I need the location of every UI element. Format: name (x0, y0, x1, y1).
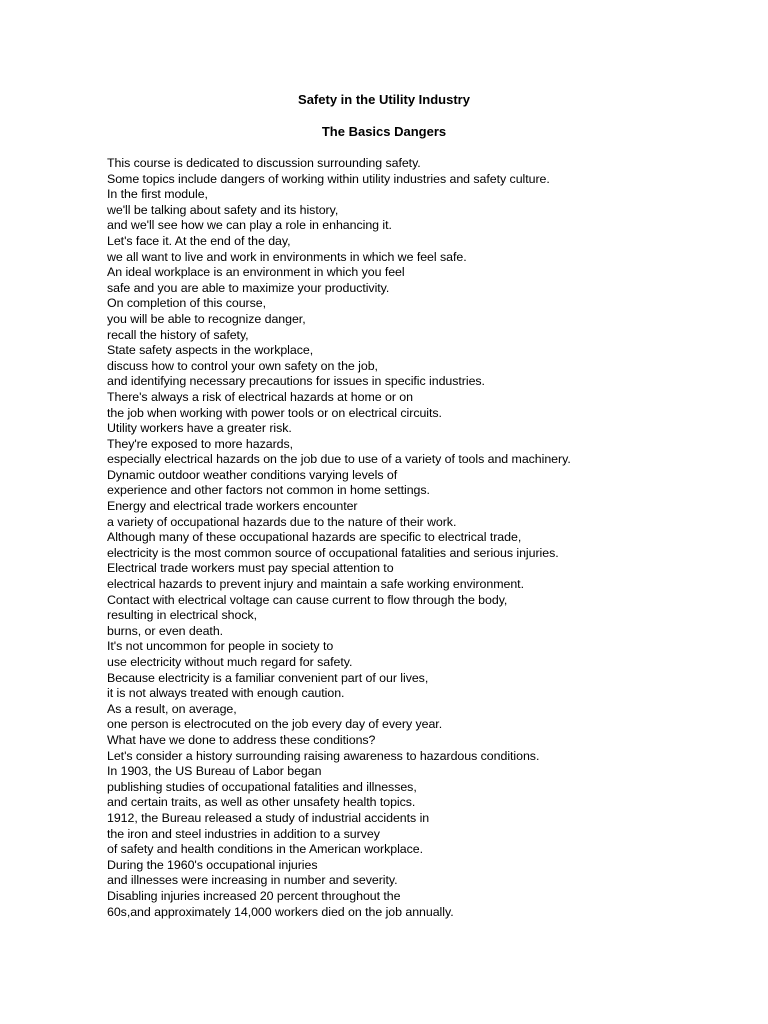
body-line: and we'll see how we can play a role in enhancing it. (107, 218, 392, 233)
body-line: safe and you are able to maximize your productivity. (107, 280, 390, 295)
body-line: Because electricity is a familiar convenient part of our lives, (107, 670, 429, 685)
body-line: use electricity without much regard for safety. (107, 655, 353, 669)
body-line: During the 1960's occupational injuries (107, 857, 318, 872)
body-line: Energy and electrical trade workers encounter (107, 499, 358, 514)
body-line: On completion of this course, (107, 296, 267, 311)
body-line: An ideal workplace is an environment in which you feel (107, 265, 405, 280)
body-line: electricity is the most common source of occupational fatalities and serious injuries. (107, 545, 559, 560)
body-line: publishing studies of occupational fatalities and illnesses, (107, 779, 417, 794)
body-line: the iron and steel industries in addition to a survey (107, 826, 380, 841)
body-line: the job when working with power tools or on electrical circuits. (107, 405, 442, 420)
body-line: especially electrical hazards on the job due to use of a variety of tools and machinery. (107, 452, 571, 467)
body-line: Electrical trade workers must pay special attention to (107, 561, 394, 576)
body-line: we all want to live and work in environments in which we feel safe. (107, 249, 467, 264)
body-line: a variety of occupational hazards due to the nature of their work. (107, 514, 457, 529)
body-line: Dynamic outdoor weather conditions varying levels of (107, 467, 398, 482)
body-line: As a result, on average, (107, 701, 237, 716)
body-line: State safety aspects in the workplace, (107, 343, 314, 358)
body-line: There's always a risk of electrical hazards at home or on (107, 389, 413, 404)
body-line: and certain traits, as well as other unsafety health topics. (107, 795, 416, 810)
body-line: Utility workers have a greater risk. (107, 421, 292, 436)
document-subtitle: The Basics Dangers (321, 124, 447, 139)
body-line: Disabling injuries increased 20 percent throughout the (107, 888, 401, 903)
document-title: Safety in the Utility Industry (298, 92, 470, 107)
document-body (107, 156, 747, 920)
body-line: burns, or even death. (107, 623, 224, 638)
body-line: discuss how to control your own safety on the job, (107, 358, 378, 373)
body-line: Some topics include dangers of working within utility industries and safety culture. (107, 171, 550, 186)
body-line: recall the history of safety, (107, 327, 249, 342)
body-line: Let's consider a history surrounding raising awareness to hazardous conditions. (107, 748, 540, 763)
body-line: 60s,and approximately 14,000 workers died on the job annually. (107, 904, 454, 919)
body-line: and illnesses were increasing in number and severity. (107, 873, 398, 888)
body-line: In the first module, (107, 187, 208, 202)
body-line: of safety and health conditions in the American workplace. (107, 842, 424, 857)
body-line: one person is electrocuted on the job every day of every year. (107, 717, 443, 732)
body-line: What have we done to address these conditions? (107, 732, 376, 747)
body-line: resulting in electrical shock, (107, 608, 258, 623)
body-line: It's not uncommon for people in society to (107, 639, 334, 654)
body-line: Although many of these occupational hazards are specific to electrical trade, (107, 530, 522, 545)
body-line: Let's face it. At the end of the day, (107, 233, 291, 248)
body-line: electrical hazards to prevent injury and maintain a safe working environment. (107, 577, 524, 592)
body-line: it is not always treated with enough caution. (107, 686, 345, 701)
body-line: They're exposed to more hazards, (107, 436, 294, 451)
body-line: This course is dedicated to discussion surrounding safety. (107, 156, 421, 170)
body-line: Contact with electrical voltage can cause current to flow through the body, (107, 592, 508, 607)
body-line: we'll be talking about safety and its history, (107, 202, 339, 217)
body-line: you will be able to recognize danger, (107, 311, 306, 326)
body-line: and identifying necessary precautions for issues in specific industries. (107, 374, 485, 389)
body-line: In 1903, the US Bureau of Labor began (107, 764, 322, 779)
body-line: 1912, the Bureau released a study of industrial accidents in (107, 810, 430, 825)
body-line: experience and other factors not common in home settings. (107, 483, 430, 498)
